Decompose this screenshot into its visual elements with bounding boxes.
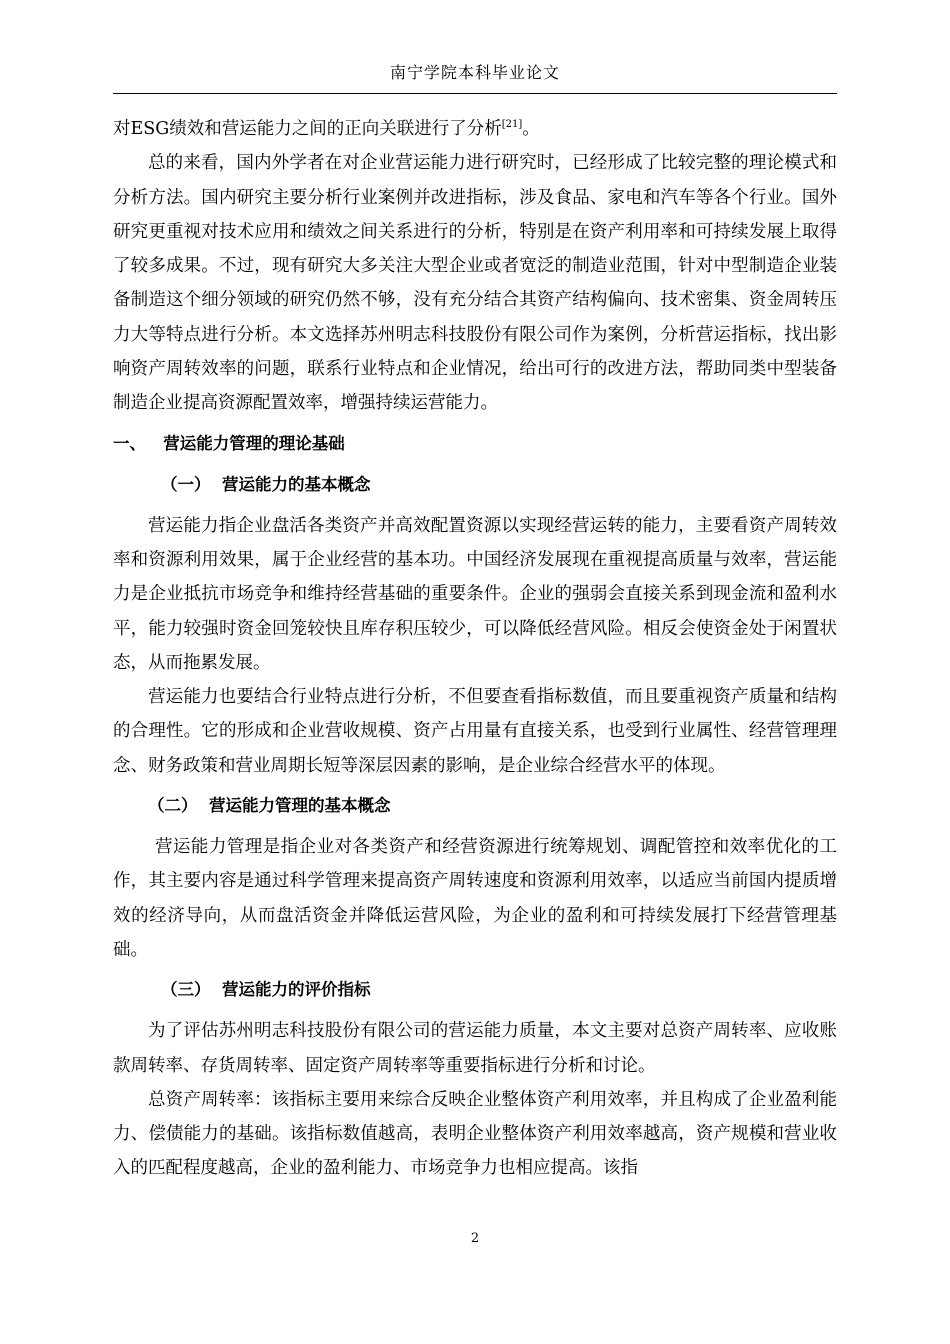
paragraph: 营运能力管理是指企业对各类资产和经营资源进行统筹规划、调配管控和效率优化的工作，其主要内容是通过科学管理来提高资产周转速度和资源利用效率，以适应当前国内提质增效的经济导向，从而盘活资金并降低运营风险，为企业的盈利和可持续发展打下经营管理基础。 bbox=[113, 837, 837, 960]
paragraph-tail: 。 bbox=[522, 119, 540, 139]
paragraph: 营运能力指企业盘活各类资产并高效配置资源以实现经营运转的能力，主要看资产周转效率和资源利用效果，属于企业经营的基本功。中国经济发展现在重视提高质量与效率，营运能力是企业抵抗市场竞争和维持经营基础的重要条件。企业的强弱会直接关系到现金流和盈利水平，能力较强时资金回笼较快且库存积压较少，可以降低经营风险。相反会使资金处于闲置状态，从而拖累发展。 bbox=[113, 515, 837, 673]
paragraph: 总资产周转率：该指标主要用来综合反映企业整体资产利用效率，并且构成了企业盈利能力、偿债能力的基础。该指标数值越高，表明企业整体资产利用效率越高，资产规模和营业收入的匹配程度越高，企业的盈利能力、市场竞争力也相应提高。该指 bbox=[113, 1089, 837, 1179]
paragraph: 总的来看，国内外学者在对企业营运能力进行研究时，已经形成了比较完整的理论模式和分析方法。国内研究主要分析行业案例并改进指标，涉及食品、家电和汽车等各个行业。国外研究更重视对技术应用和绩效之间关系进行的分析，特别是在资产利用率和可持续发展上取得了较多成果。不过，现有研究大多关注大型企业或者宽泛的制造业范围，针对中型制造企业装备制造这个细分领域的研究仍然不够，没有充分结合其资产结构偏向、技术密集、资金周转压力大等特点进行分析。本文选择苏州明志科技股份有限公司作为案例，分析营运指标，找出影响资产周转效率的问题，联系行业特点和企业情况，给出可行的改进方法，帮助同类中型装备制造企业提高资源配置效率，增强持续运营能力。 bbox=[113, 153, 837, 414]
subsection-number: （二） bbox=[148, 796, 198, 816]
section-number: 一、 bbox=[113, 433, 146, 453]
running-header: 南宁学院本科毕业论文 bbox=[389, 63, 560, 82]
header-rule bbox=[113, 93, 837, 94]
subsection-number: （一） bbox=[161, 474, 211, 494]
paragraph: 营运能力也要结合行业特点进行分析，不但要查看指标数值，而且要重视资产质量和结构的合理性。它的形成和企业营收规模、资产占用量有直接关系，也受到行业属性、经营管理理念、财务政策和营业周期长短等深层因素的影响，是企业综合经营水平的体现。 bbox=[113, 687, 837, 776]
subsection-number: （三） bbox=[161, 980, 211, 1000]
subsection-title: 营运能力的评价指标 bbox=[222, 980, 371, 1000]
paragraph-text: 对ESG绩效和营运能力之间的正向关联进行了分析 bbox=[113, 119, 502, 139]
paragraph bbox=[113, 112, 837, 146]
section-heading bbox=[113, 427, 837, 461]
subsection-heading bbox=[113, 789, 837, 823]
citation-reference[interactable]: [21] bbox=[501, 119, 523, 130]
subsection-title: 营运能力管理的基本概念 bbox=[209, 796, 391, 816]
paragraph: 为了评估苏州明志科技股份有限公司的营运能力质量，本文主要对总资产周转率、应收账款周转率、存货周转率、固定资产周转率等重要指标进行分析和讨论。 bbox=[113, 1021, 837, 1076]
page-number: 2 bbox=[470, 1231, 480, 1246]
section-title: 营运能力管理的理论基础 bbox=[163, 433, 345, 453]
subsection-heading bbox=[113, 973, 837, 1007]
subsection-heading bbox=[113, 468, 837, 502]
page-body bbox=[113, 112, 837, 1186]
subsection-title: 营运能力的基本概念 bbox=[222, 474, 371, 494]
